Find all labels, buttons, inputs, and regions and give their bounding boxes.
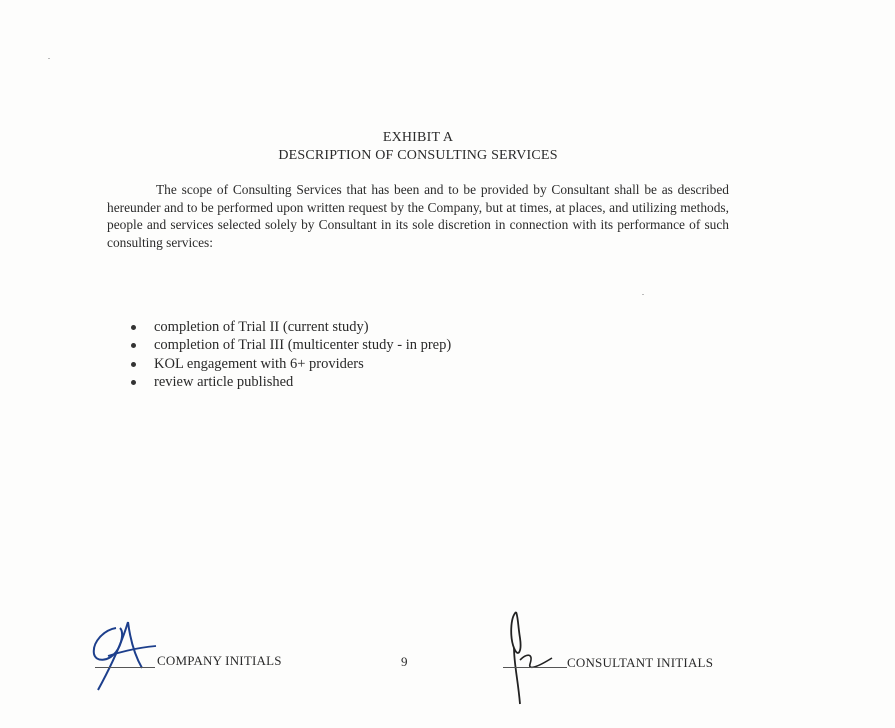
company-initials-label: COMPANY INITIALS <box>157 653 282 668</box>
list-item <box>131 336 451 354</box>
scan-speck <box>48 58 50 59</box>
list-item <box>131 318 451 336</box>
exhibit-title: EXHIBIT A <box>382 130 454 145</box>
bullet-icon <box>131 343 136 348</box>
list-item <box>131 355 451 373</box>
services-list <box>131 318 451 392</box>
service-item-text: KOL engagement with 6+ providers <box>154 355 364 372</box>
consultant-initials-line <box>503 667 567 668</box>
bullet-icon <box>131 362 136 367</box>
service-item-text: completion of Trial II (current study) <box>154 319 369 335</box>
scope-paragraph: The scope of Consulting Services that has been and to be provided by Consultant shall be as described hereunder and to be performed upon written request by the Company, but at times, at places, and utilizing methods, people and services selected solely by Consultant in its sole discretion in connection with its performance of such consulting services: <box>107 182 729 250</box>
exhibit-subtitle: DESCRIPTION OF CONSULTING SERVICES <box>278 148 558 163</box>
company-signature <box>86 618 166 694</box>
list-item <box>131 373 451 391</box>
consultant-initials-label: CONSULTANT INITIALS <box>567 655 714 670</box>
service-item-text: completion of Trial III (multicenter study - in prep) <box>154 337 452 354</box>
service-item-text: review article published <box>154 374 294 391</box>
page-number: 9 <box>401 654 408 669</box>
company-initials-line <box>95 667 155 668</box>
bullet-icon <box>131 380 136 385</box>
scan-speck <box>642 294 644 295</box>
bullet-icon <box>131 325 136 330</box>
consultant-signature <box>500 608 570 708</box>
